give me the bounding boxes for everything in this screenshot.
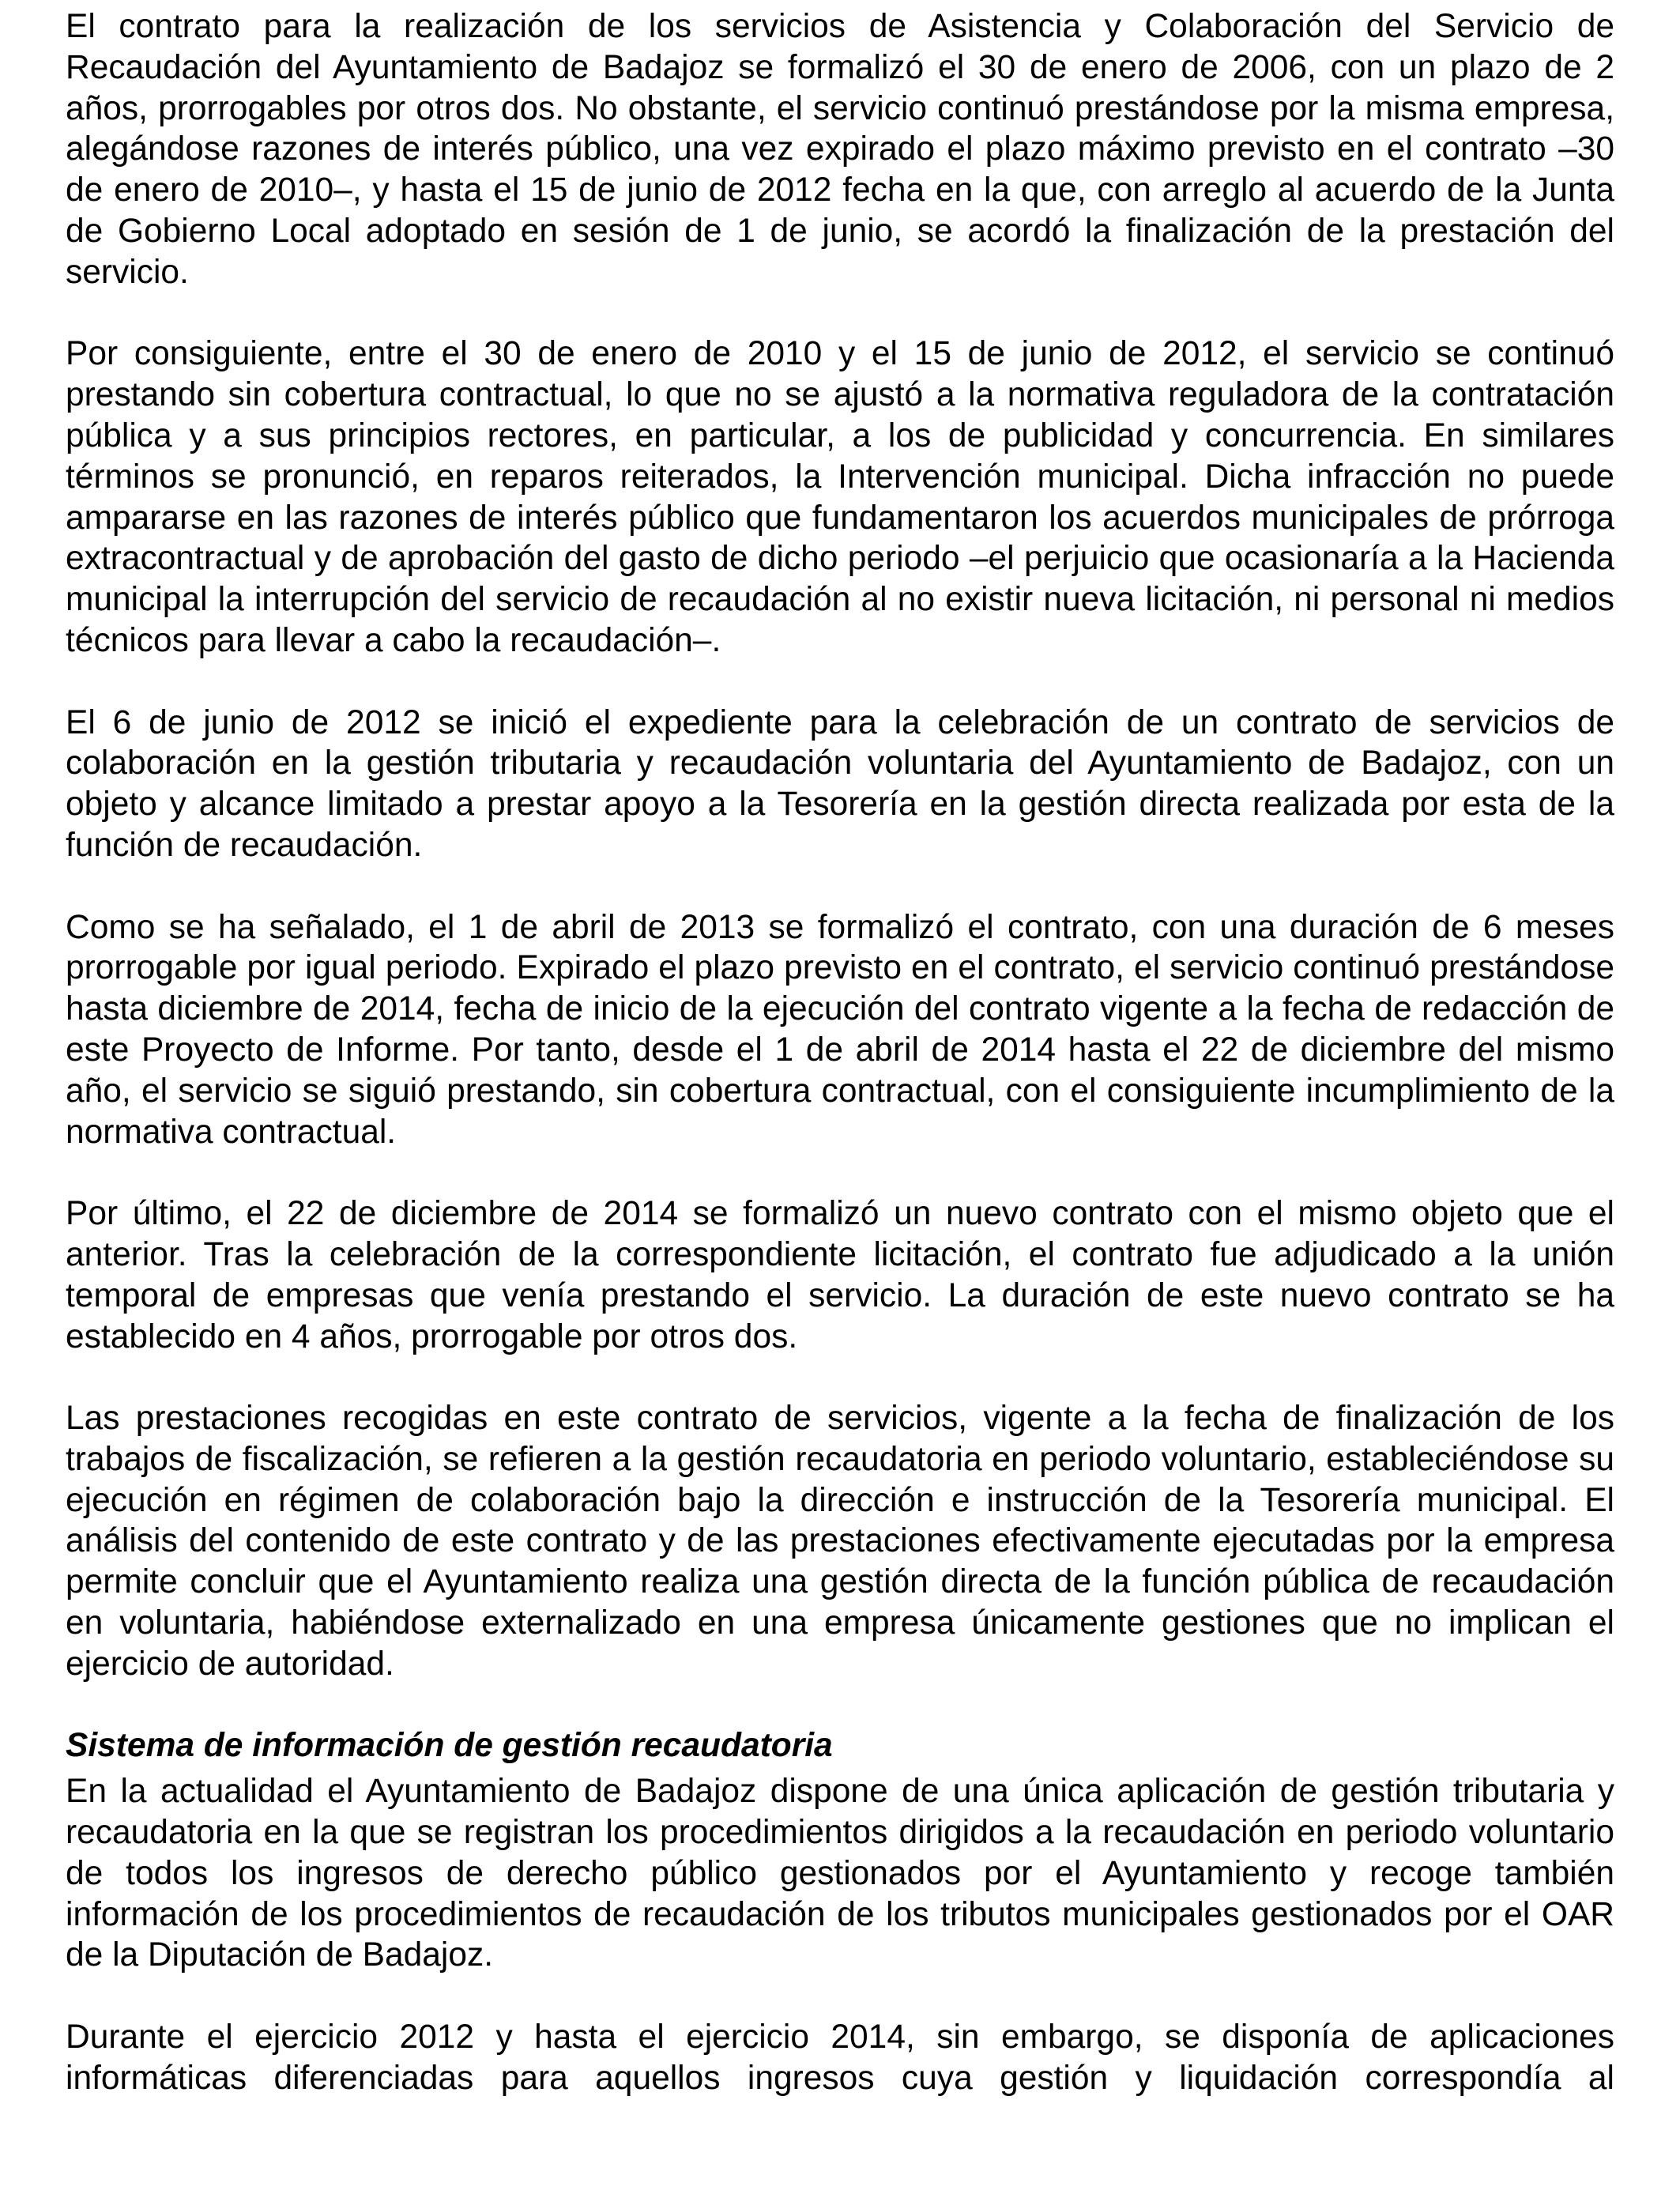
paragraph-contrato-2013: Como se ha señalado, el 1 de abril de 2013 se formalizó el contrato, con una duración de 6 meses prorrogable por igual periodo. Expirado el plazo previsto en el contrato, el servicio continuó prestándose hasta diciembre de 2014, fecha de inicio de la ejecución del contrato vigente a la fecha de redacción de este Proyecto de Informe. Por tanto, desde el 1 de abril de 2014 hasta el 22 de diciembre del mismo año, el servicio se siguió prestando, sin cobertura contractual, con el consiguiente incumplimiento de la normativa contractual.: [66, 908, 1614, 1151]
section-heading: Sistema de información de gestión recaudatoria: [66, 1727, 833, 1765]
document-page: [66, 6, 1614, 2099]
paragraph-contrato-2014: Por último, el 22 de diciembre de 2014 se formalizó un nuevo contrato con el mismo objeto que el anterior. Tras la celebración de la correspondiente licitación, el contrato fue adjudicado a la unión temporal de empresas que venía prestando el servicio. La duración de este nuevo contrato se ha establecido en 4 años, prorrogable por otros dos.: [66, 1195, 1614, 1355]
paragraph-aplicacion-unica: En la actualidad el Ayuntamiento de Badajoz dispone de una única aplicación de gestión tributaria y recaudatoria en la que se registran los procedimientos dirigidos a la recaudación en periodo voluntario de todos los ingresos de derecho público gestionados por el Ayuntamiento y recoge también información de los procedimientos de recaudación de los tributos municipales gestionados por el OAR de la Diputación de Badajoz.: [66, 1773, 1614, 1974]
paragraph-sin-cobertura: Por consiguiente, entre el 30 de enero de 2010 y el 15 de junio de 2012, el servicio se continuó prestando sin cobertura contractual, lo que no se ajustó a la normativa reguladora de la contratación pública y a sus principios rectores, en particular, a los de publicidad y concurrencia. En similares términos se pronunció, en reparos reiterados, la Intervención municipal. Dicha infracción no puede ampararse en las razones de interés público que fundamentaron los acuerdos municipales de prórroga extracontractual y de aprobación del gasto de dicho periodo –el perjuicio que ocasionaría a la Hacienda municipal la interrupción del servicio de recaudación al no existir nueva licitación, ni personal ni medios técnicos para llevar a cabo la recaudación–.: [66, 335, 1614, 659]
paragraph-contrato-2006: El contrato para la realización de los servicios de Asistencia y Colaboración del Servicio de Recaudación del Ayuntamiento de Badajoz se formalizó el 30 de enero de 2006, con un plazo de 2 años, prorrogables por otros dos. No obstante, el servicio continuó prestándose por la misma empresa, alegándose razones de interés público, una vez expirado el plazo máximo previsto en el contrato –30 de enero de 2010–, y hasta el 15 de junio de 2012 fecha en la que, con arreglo al acuerdo de la Junta de Gobierno Local adoptado en sesión de 1 de junio, se acordó la finalización de la prestación del servicio.: [66, 8, 1614, 291]
paragraph-prestaciones: Las prestaciones recogidas en este contrato de servicios, vigente a la fecha de finalización de los trabajos de fiscalización, se refieren a la gestión recaudatoria en periodo voluntario, estableciéndose su ejecución en régimen de colaboración bajo la dirección e instrucción de la Tesorería municipal. El análisis del contenido de este contrato y de las prestaciones efectivamente ejecutadas por la empresa permite concluir que el Ayuntamiento realiza una gestión directa de la función pública de recaudación en voluntaria, habiéndose externalizado en una empresa únicamente gestiones que no implican el ejercicio de autoridad.: [66, 1400, 1614, 1683]
paragraph-expediente-2012: El 6 de junio de 2012 se inició el expediente para la celebración de un contrato de servicios de colaboración en la gestión tributaria y recaudación voluntaria del Ayuntamiento de Badajoz, con un objeto y alcance limitado a prestar apoyo a la Tesorería en la gestión directa realizada por esta de la función de recaudación.: [66, 703, 1614, 864]
paragraph-ejercicio-2012: Durante el ejercicio 2012 y hasta el ejercicio 2014, sin embargo, se disponía de aplicaciones informáticas diferenciadas para aquellos ingresos cuya gestión y liquidación correspondía al: [66, 2019, 1614, 2097]
